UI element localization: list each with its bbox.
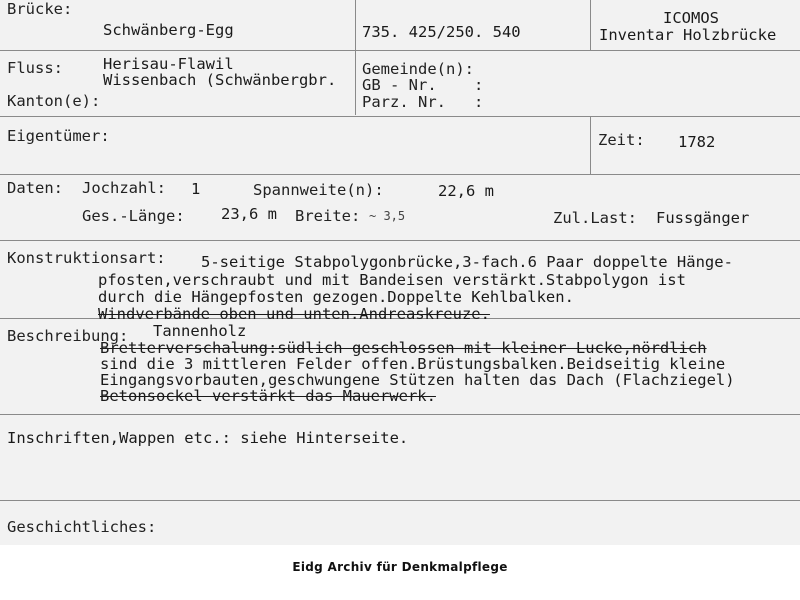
divider-line <box>355 0 356 50</box>
archive-caption: Eidg Archiv für Denkmalpflege <box>292 560 508 574</box>
inscriptions-text: Inschriften,Wappen etc.: siehe Hinterseite. <box>7 429 409 447</box>
spannweite-label: Spannweite(n): <box>253 181 384 199</box>
coordinates: 735. 425/250. 540 <box>362 23 521 41</box>
divider-line <box>0 50 800 51</box>
parz-nr-label: Parz. Nr. : <box>362 93 484 111</box>
spannweite-value: 22,6 m <box>438 182 494 200</box>
divider-line <box>0 414 800 415</box>
construction-line: Windverbände oben und unten.Andreaskreuze. <box>98 305 490 323</box>
divider-line <box>590 116 591 174</box>
divider-line <box>0 174 800 175</box>
beschreibung-label: Beschreibung: <box>7 327 129 345</box>
fluss-value-line1: Herisau-Flawil <box>103 55 234 73</box>
description-line: Betonsockel verstärkt das Mauerwerk. <box>100 387 436 405</box>
construction-line: durch die Hängepfosten gezogen.Doppelte Kehlbalken. <box>98 288 574 306</box>
description-line: sind die 3 mittleren Felder offen.Brüstungsbalken.Beidseitig kleine <box>100 355 726 373</box>
gb-nr-label: GB - Nr. : <box>362 76 484 94</box>
divider-line <box>0 500 800 501</box>
bruecke-label: Brücke: <box>7 0 73 18</box>
fluss-value-line2: Wissenbach (Schwänbergbr. <box>103 71 337 89</box>
fluss-label: Fluss: <box>7 59 63 77</box>
kanton-label: Kanton(e): <box>7 92 101 110</box>
daten-label: Daten: <box>7 179 63 197</box>
inventory-title: Inventar Holzbrücke <box>599 26 777 44</box>
zul-last-value: Fussgänger <box>656 209 750 227</box>
jochzahl-label: Jochzahl: <box>82 179 166 197</box>
description-line: Bretterverschalung:südlich geschlossen mit kleiner Lucke,nördlich <box>100 339 707 357</box>
eigentuemer-label: Eigentümer: <box>7 127 110 145</box>
divider-line <box>0 240 800 241</box>
divider-line <box>590 0 591 50</box>
organization: ICOMOS <box>663 9 719 27</box>
divider-line <box>355 50 356 115</box>
gemeinde-label: Gemeinde(n): <box>362 60 474 78</box>
construction-line: 5-seitige Stabpolygonbrücke,3-fach.6 Paar doppelte Hänge- <box>201 253 733 271</box>
bridge-name: Schwänberg-Egg <box>103 21 234 39</box>
divider-line <box>0 116 800 117</box>
konstruktionsart-label: Konstruktionsart: <box>7 249 166 267</box>
zeit-value: 1782 <box>678 133 716 151</box>
gesamtlaenge-value: 23,6 m <box>221 205 277 223</box>
zul-last-label: Zul.Last: <box>553 209 637 227</box>
breite-value: ~ 3,5 <box>369 209 406 223</box>
zeit-label: Zeit: <box>598 131 645 149</box>
construction-line: pfosten,verschraubt und mit Bandeisen verstärkt.Stabpolygon ist <box>98 271 686 289</box>
gesamtlaenge-label: Ges.-Länge: <box>82 207 185 225</box>
jochzahl-value: 1 <box>191 180 201 198</box>
breite-label: Breite: <box>295 207 361 225</box>
geschichtliches-label: Geschichtliches: <box>7 518 157 536</box>
description-line: Eingangsvorbauten,geschwungene Stützen halten das Dach (Flachziegel) <box>100 371 735 389</box>
description-line: Tannenholz <box>153 322 247 340</box>
